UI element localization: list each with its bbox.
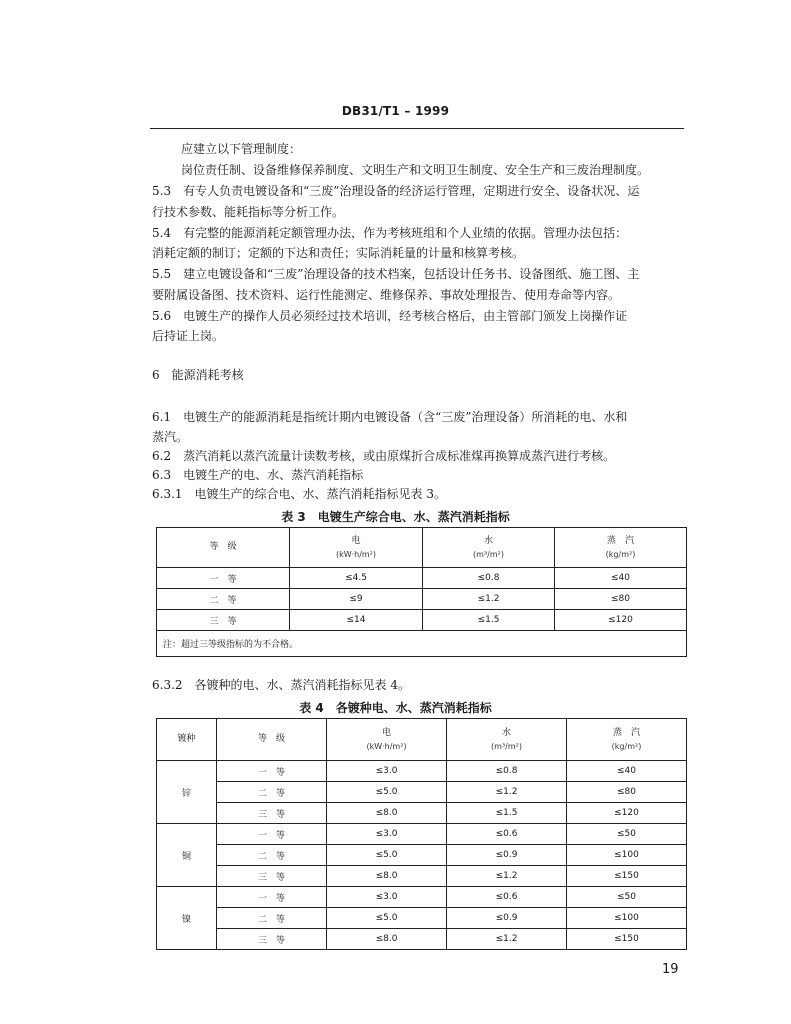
- table3-header-cell: 等 级: [157, 528, 290, 568]
- table3-cell: ≤40: [555, 568, 687, 589]
- table4-cell: 三 等: [217, 866, 327, 887]
- table4-cell: ≤1.2: [447, 866, 567, 887]
- body-line: 要附属设备图、技术资料、运行性能测定、维修保养、事故处理报告、使用寿命等内容。: [152, 288, 621, 302]
- table4-cell: 三 等: [217, 929, 327, 950]
- table4-header-row: [157, 719, 687, 761]
- table4-cell: ≤8.0: [327, 929, 447, 950]
- table4-row: [157, 824, 687, 845]
- table4-header-cell: 蒸 汽 (kg/m²): [567, 719, 687, 761]
- body-line: 6.1 电镀生产的能源消耗是指统计期内电镀设备（含“三废”治理设备）所消耗的电、水和: [152, 410, 628, 424]
- table3-cell: 二 等: [157, 589, 290, 610]
- table4-cell: ≤1.2: [447, 929, 567, 950]
- table4-cell: ≤3.0: [327, 761, 447, 782]
- table4-group-cell: 铜: [157, 824, 217, 887]
- table4-cell: ≤1.2: [447, 782, 567, 803]
- table4-cell: ≤80: [567, 782, 687, 803]
- table3-row: [157, 610, 687, 631]
- table4-cell: ≤8.0: [327, 803, 447, 824]
- table4-cell: ≤50: [567, 887, 687, 908]
- table4-cell: ≤0.8: [447, 761, 567, 782]
- table4-caption: 表 4 各镀种电、水、蒸汽消耗指标: [299, 701, 492, 715]
- table4-cell: 二 等: [217, 782, 327, 803]
- table3-row: [157, 568, 687, 589]
- table4-cell: ≤120: [567, 803, 687, 824]
- table3-note: 注：超过三等级指标的为不合格。: [157, 631, 687, 657]
- table3: [156, 527, 687, 657]
- table4-header-cell: 电 (kW·h/m²): [327, 719, 447, 761]
- table3-cell: ≤1.2: [423, 589, 555, 610]
- table4-cell: ≤100: [567, 908, 687, 929]
- table4-cell: ≤8.0: [327, 866, 447, 887]
- standard-code-header: DB31/T1 – 1999: [341, 104, 450, 118]
- table3-header-row: [157, 528, 687, 568]
- table4-cell: ≤5.0: [327, 845, 447, 866]
- table4-row: [157, 908, 687, 929]
- table3-row: [157, 589, 687, 610]
- table4-cell: 一 等: [217, 824, 327, 845]
- table4-cell: ≤1.5: [447, 803, 567, 824]
- table4-cell: ≤5.0: [327, 782, 447, 803]
- table4-group-cell: 锌: [157, 761, 217, 824]
- table3-header-cell: 水 (m³/m²): [423, 528, 555, 568]
- table4-header-cell: 水 (m³/m²): [447, 719, 567, 761]
- body-line: 6.2 蒸汽消耗以蒸汽流量计读数考核，或由原煤折合成标准煤再换算成蒸汽进行考核。: [152, 449, 616, 463]
- table4-group-cell: 镍: [157, 887, 217, 950]
- table4-cell: 三 等: [217, 803, 327, 824]
- table3-cell: ≤14: [290, 610, 423, 631]
- table4-row: [157, 866, 687, 887]
- body-line: 应建立以下管理制度：: [181, 142, 302, 156]
- body-line: 6.3.1 电镀生产的综合电、水、蒸汽消耗指标见表 3。: [152, 487, 446, 501]
- table4-row: [157, 929, 687, 950]
- table4-cell: ≤50: [567, 824, 687, 845]
- table4-cell: ≤3.0: [327, 887, 447, 908]
- table4-row: [157, 887, 687, 908]
- table4-cell: ≤0.6: [447, 824, 567, 845]
- header-rule: [150, 128, 684, 129]
- table3-cell: ≤120: [555, 610, 687, 631]
- table3-note-row: [157, 631, 687, 657]
- table4-cell: 二 等: [217, 845, 327, 866]
- table3-cell: 一 等: [157, 568, 290, 589]
- body-line: 蒸汽。: [152, 430, 189, 444]
- body-line: 5.5 建立电镀设备和“三废”治理设备的技术档案，包括设计任务书、设备图纸、施工图、主: [152, 267, 640, 281]
- table4-row: [157, 845, 687, 866]
- table4-cell: 一 等: [217, 761, 327, 782]
- table4-cell: 二 等: [217, 908, 327, 929]
- body-line: 行技术参数、能耗指标等分析工作。: [152, 205, 345, 219]
- table4-row: [157, 761, 687, 782]
- table4-cell: ≤100: [567, 845, 687, 866]
- section-heading: 6 能源消耗考核: [152, 368, 244, 382]
- body-line: 6.3.2 各镀种的电、水、蒸汽消耗指标见表 4。: [152, 678, 410, 692]
- body-line: 5.3 有专人负责电镀设备和“三废”治理设备的经济运行管理，定期进行安全、设备状况、运: [152, 184, 640, 198]
- table3-cell: ≤9: [290, 589, 423, 610]
- table4-cell: ≤150: [567, 929, 687, 950]
- body-line: 后持证上岗。: [152, 329, 225, 343]
- table4-cell: ≤150: [567, 866, 687, 887]
- table4-row: [157, 782, 687, 803]
- table4-cell: ≤3.0: [327, 824, 447, 845]
- table3-header-cell: 电 (kW·h/m²): [290, 528, 423, 568]
- table3-header-cell: 蒸 汽 (kg/m²): [555, 528, 687, 568]
- table4: [156, 718, 687, 950]
- body-line: 消耗定额的制订；定额的下达和责任；实际消耗量的计量和核算考核。: [152, 246, 525, 260]
- table3-cell: ≤4.5: [290, 568, 423, 589]
- body-line: 岗位责任制、设备维修保养制度、文明生产和文明卫生制度、安全生产和三废治理制度。: [181, 163, 650, 177]
- table4-row: [157, 803, 687, 824]
- body-line: 5.4 有完整的能源消耗定额管理办法，作为考核班组和个人业绩的依据。管理办法包括：: [152, 226, 628, 240]
- table4-cell: ≤0.9: [447, 845, 567, 866]
- table4-header-cell: 镀种: [157, 719, 217, 761]
- table4-cell: ≤0.6: [447, 887, 567, 908]
- table4-header-cell: 等 级: [217, 719, 327, 761]
- table3-cell: ≤0.8: [423, 568, 555, 589]
- body-line: 5.6 电镀生产的操作人员必须经过技术培训，经考核合格后，由主管部门颁发上岗操作证: [152, 309, 628, 323]
- table4-cell: ≤0.9: [447, 908, 567, 929]
- body-line: 6.3 电镀生产的电、水、蒸汽消耗指标: [152, 468, 364, 482]
- table3-cell: ≤80: [555, 589, 687, 610]
- table4-cell: 一 等: [217, 887, 327, 908]
- table3-cell: 三 等: [157, 610, 290, 631]
- table4-cell: ≤40: [567, 761, 687, 782]
- table3-cell: ≤1.5: [423, 610, 555, 631]
- table3-caption: 表 3 电镀生产综合电、水、蒸汽消耗指标: [281, 510, 510, 524]
- page-number: 19: [662, 962, 679, 977]
- table4-cell: ≤5.0: [327, 908, 447, 929]
